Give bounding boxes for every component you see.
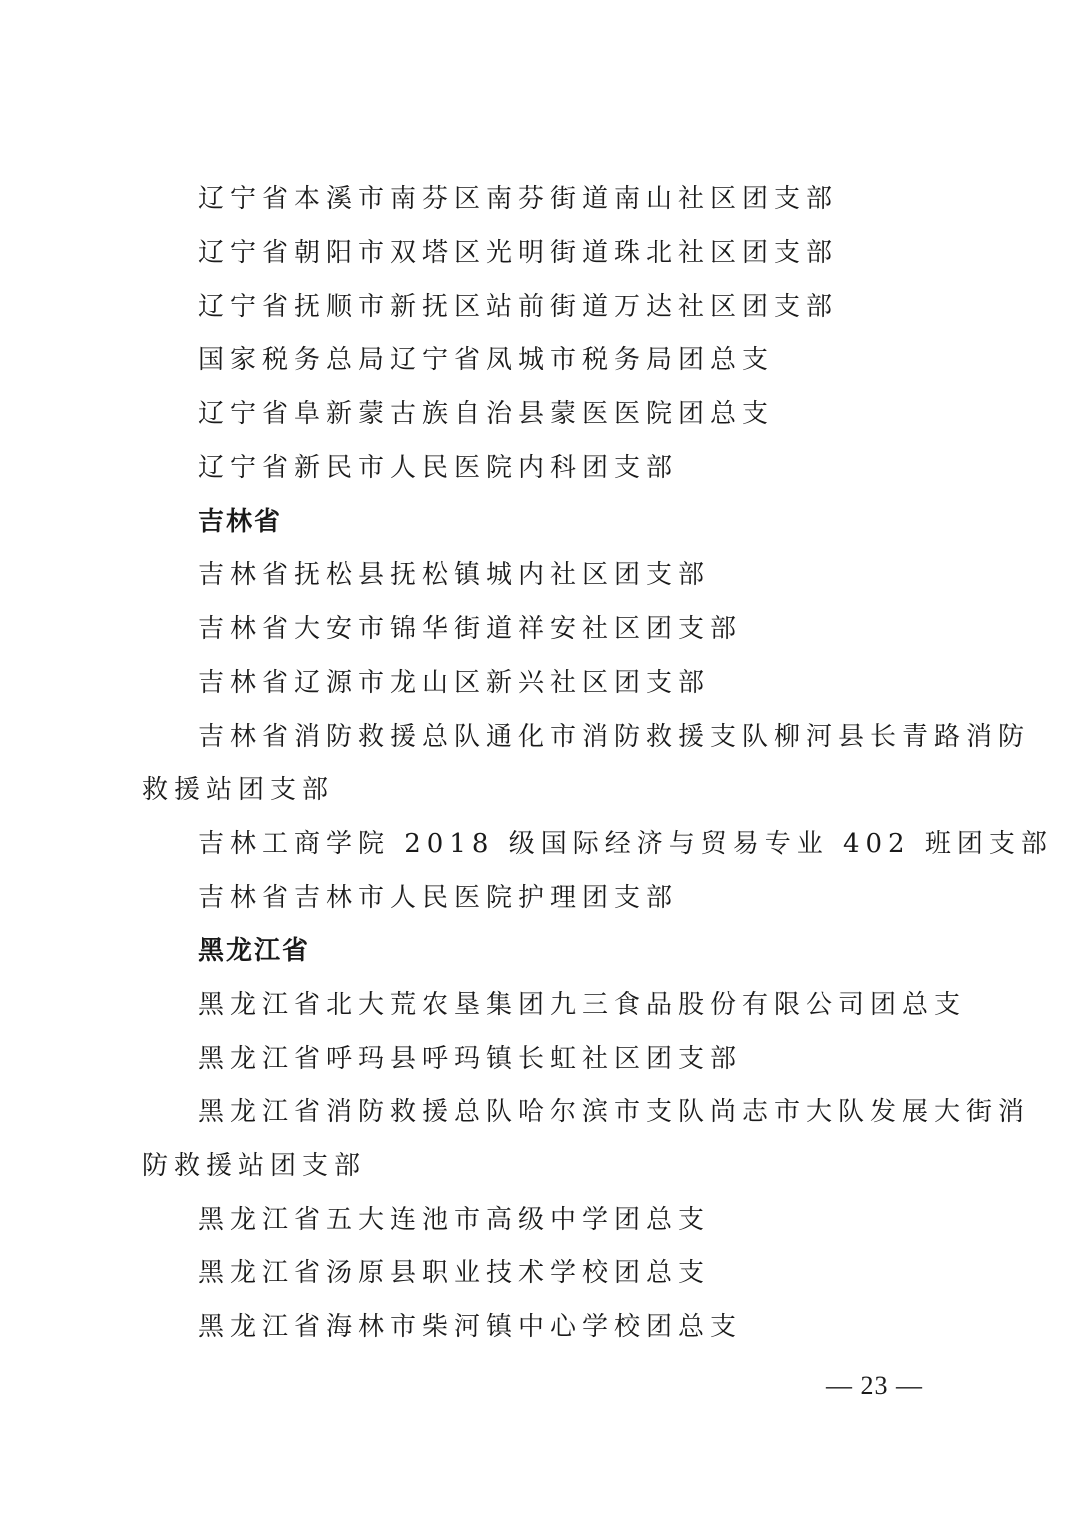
list-item-continuation: 防救援站团支部 — [142, 1151, 367, 1181]
list-item: 黑龙江省海林市柴河镇中心学校团总支 — [198, 1312, 743, 1342]
list-item: 黑龙江省汤原县职业技术学校团总支 — [198, 1258, 711, 1288]
list-item: 黑龙江省呼玛县呼玛镇长虹社区团支部 — [198, 1044, 743, 1074]
list-item: 吉林省辽源市龙山区新兴社区团支部 — [198, 668, 711, 698]
list-item-continuation: 救援站团支部 — [142, 775, 335, 805]
list-item: 辽宁省朝阳市双塔区光明街道珠北社区团支部 — [198, 238, 839, 268]
list-item: 辽宁省新民市人民医院内科团支部 — [198, 453, 679, 483]
list-item: 辽宁省阜新蒙古族自治县蒙医医院团总支 — [198, 399, 775, 429]
list-item: 国家税务总局辽宁省凤城市税务局团总支 — [198, 345, 775, 375]
list-item: 吉林工商学院 2018 级国际经济与贸易专业 402 班团支部 — [198, 829, 1053, 859]
section-heading-heilongjiang: 黑龙江省 — [198, 936, 311, 966]
list-item: 黑龙江省五大连池市高级中学团总支 — [198, 1205, 711, 1235]
section-heading-jilin: 吉林省 — [198, 507, 283, 537]
list-item: 吉林省消防救援总队通化市消防救援支队柳河县长青路消防 — [198, 722, 1031, 752]
list-item: 黑龙江省北大荒农垦集团九三食品股份有限公司团总支 — [198, 990, 967, 1020]
page-number: — 23 — — [826, 1371, 923, 1400]
list-item: 吉林省吉林市人民医院护理团支部 — [198, 883, 679, 913]
list-item: 吉林省抚松县抚松镇城内社区团支部 — [198, 560, 711, 590]
list-item: 辽宁省抚顺市新抚区站前街道万达社区团支部 — [198, 292, 839, 322]
list-item: 吉林省大安市锦华街道祥安社区团支部 — [198, 614, 743, 644]
list-item: 辽宁省本溪市南芬区南芬街道南山社区团支部 — [198, 184, 839, 214]
list-item: 黑龙江省消防救援总队哈尔滨市支队尚志市大队发展大街消 — [198, 1097, 1031, 1127]
